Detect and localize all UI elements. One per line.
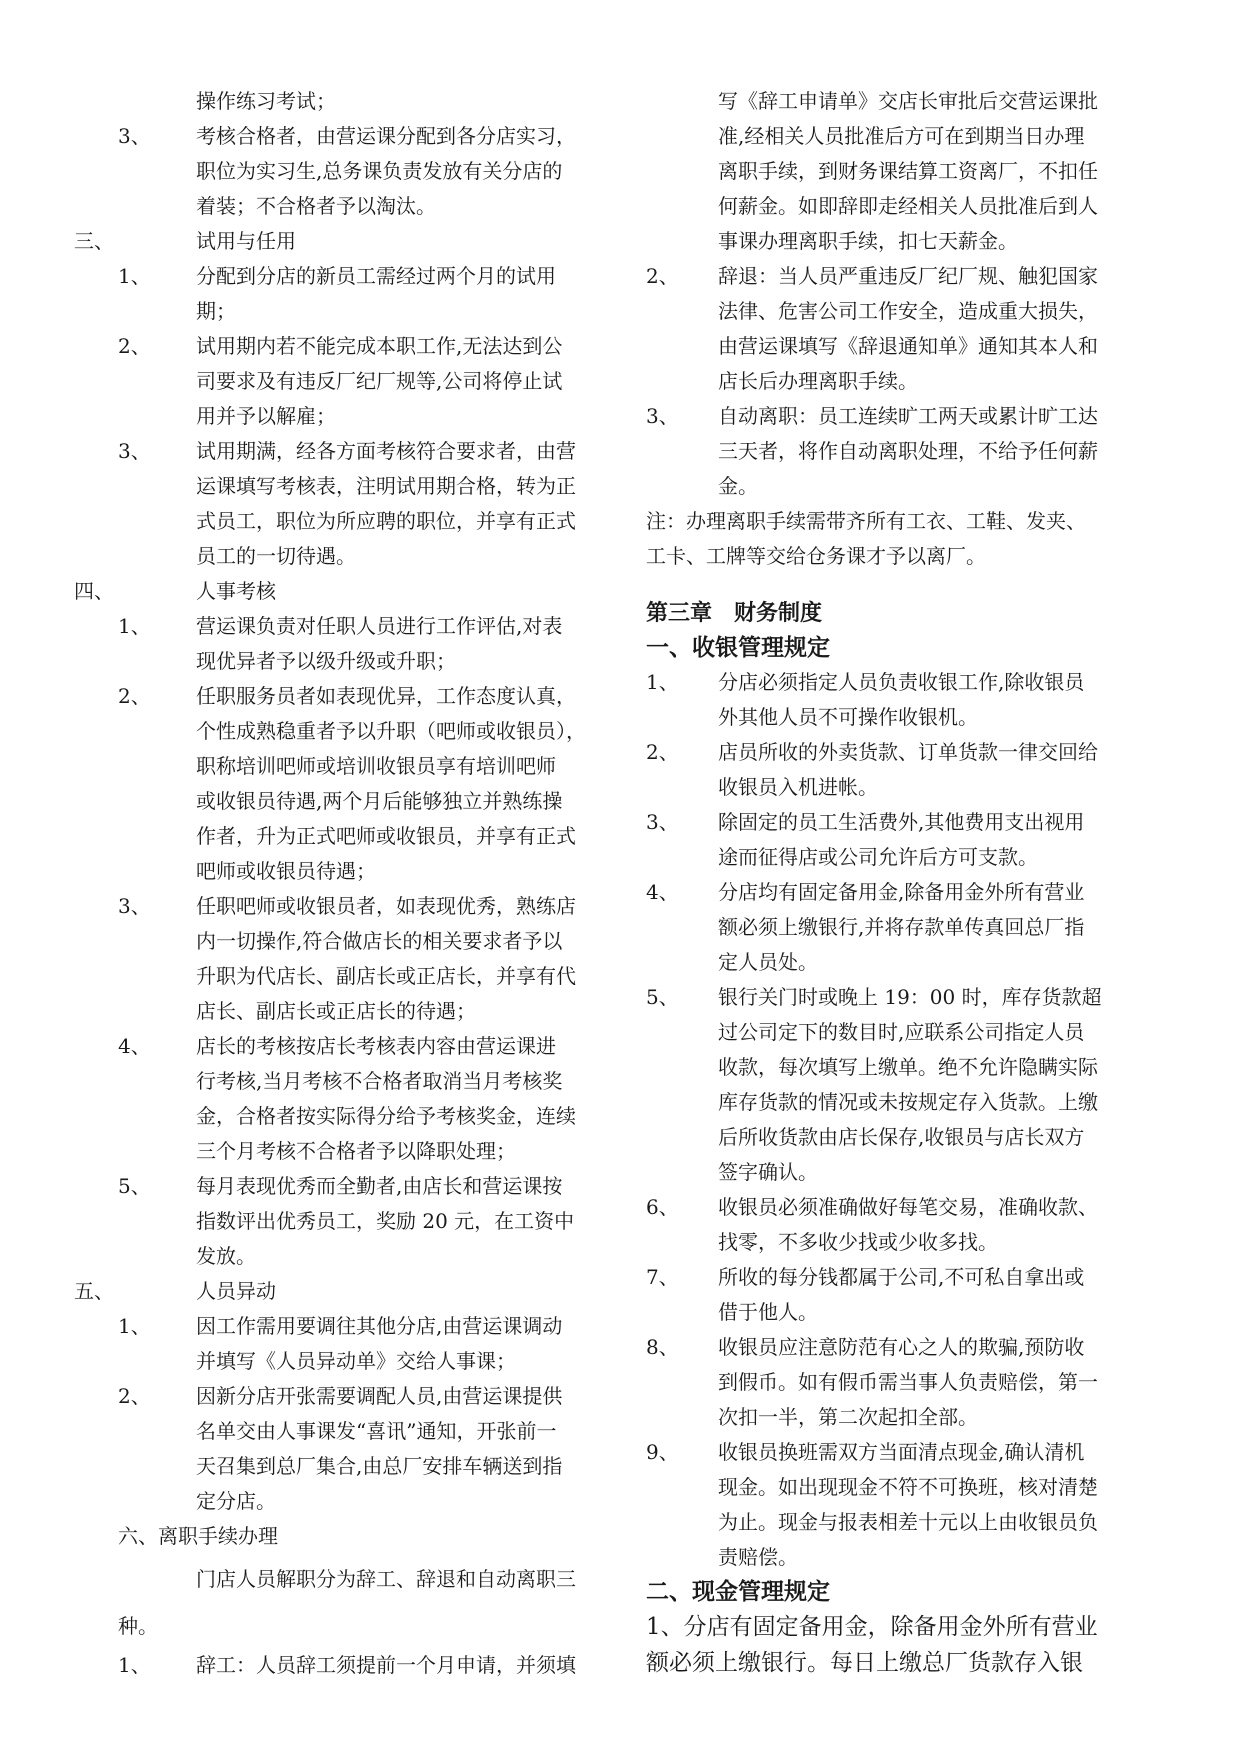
note: 注：办理离职手续需带齐所有工衣、工鞋、发夹、 工卡、工牌等交给仓务课才予以离厂。: [646, 509, 1086, 568]
list-item: 3、 自动离职：员工连续旷工两天或累计旷工达 三天者，将作自动离职处理，不给予任何薪 金。: [646, 404, 1098, 498]
list-item: 1、 辞工：人员辞工须提前一个月申请，并须填: [118, 1653, 576, 1677]
section-heading-5: 五、 人员异动: [74, 1279, 276, 1303]
section-heading-3: 三、 试用与任用: [74, 229, 296, 253]
list-item: 3、 考核合格者，由营运课分配到各分店实习， 职位为实习生,总务课负责发放有关分店的 着装；不合格者予以淘汰。: [66, 119, 606, 224]
list-item: 1、 分配到分店的新员工需经过两个月的试用 期；: [118, 264, 556, 323]
list-item: 5、 每月表现优秀而全勤者,由店长和营运课按 指数评出优秀员工，奖励 20 元，在工资中 发放。: [118, 1174, 575, 1268]
list-item: 4、 店长的考核按店长考核表内容由营运课进 行考核,当月考核不合格者取消当月考核奖 金，合格者按实际得分给予考核奖金，连续 三个月考核不合格者予以降职处理；: [118, 1034, 576, 1163]
list-item: 3、 任职吧师或收银员者，如表现优秀，熟练店 内一切操作,符合做店长的相关要求者予以 升职为代店长、副店长或正店长，并享有代 店长、副店长或正店长的待遇；: [118, 894, 576, 1023]
list-item: 2、 因新分店开张需要调配人员,由营运课提供 名单交由人事课发“喜讯”通知，开张前一 天召集到总厂集合,由总厂安排车辆送到指 定分店。: [118, 1384, 563, 1513]
list-item: 7、 所收的每分钱都属于公司,不可私自拿出或 借于他人。: [646, 1265, 1085, 1324]
item-number: 3、: [118, 124, 151, 148]
continued-text: 操作练习考试；: [196, 89, 336, 113]
paragraph: 1、分店有固定备用金，除备用金外所有营业 额必须上缴银行。每日上缴总厂货款存入银: [646, 1614, 1098, 1676]
list-item: 1、 因工作需用要调往其他分店,由营运课调动 并填写《人员异动单》交给人事课；: [118, 1314, 563, 1373]
continued-text: 写《辞工申请单》交店长审批后交营运课批 准,经相关人员批准后方可在到期当日办理 离职手续，到财务课结算工资离厂，不扣任 何薪金。如即辞即走经相关人员批准后到人 事课办理离职手续，扣七天薪金。: [718, 89, 1098, 253]
list-item: 3、 试用期满，经各方面考核符合要求者，由营 运课填写考核表，注明试用期合格，转为正 式员工，职位为所应聘的职位，并享有正式 员工的一切待遇。: [118, 439, 576, 568]
right-column: [646, 84, 1186, 1681]
list-item: 8、 收银员应注意防范有心之人的欺骗,预防收 到假币。如有假币需当事人负责赔偿，第一 次扣一半，第二次起扣全部。: [646, 1335, 1098, 1429]
section-heading-cashier: 一、收银管理规定: [646, 634, 830, 661]
list-item: 1、 分店必须指定人员负责收银工作,除收银员 外其他人员不可操作收银机。: [646, 670, 1085, 729]
left-column: [66, 84, 606, 1683]
list-item: 6、 收银员必须准确做好每笔交易，准确收款、 找零，不多收少找或少收多找。: [646, 1195, 1098, 1254]
list-item: 2、 辞退：当人员严重违反厂纪厂规、触犯国家 法律、危害公司工作安全，造成重大损失， 由营运课填写《辞退通知单》通知其本人和 店长后办理离职手续。: [646, 264, 1098, 393]
paragraph-continued: 种。: [118, 1614, 158, 1638]
list-item: 3、 除固定的员工生活费外,其他费用支出视用 途而征得店或公司允许后方可支款。: [646, 810, 1085, 869]
section-heading-cash: 二、现金管理规定: [646, 1578, 830, 1605]
chapter-title: 第三章 财务制度: [646, 600, 823, 626]
list-item: 2、 任职服务员者如表现优异，工作态度认真， 个性成熟稳重者予以升职（吧师或收银员）， 职称培训吧师或培训收银员享有培训吧师 或收银员待遇,两个月后能够独立并熟练操 作者，升为正式吧师或收银员，并享有正式 吧师或收银员待遇；: [118, 684, 586, 883]
list-item: 2、 试用期内若不能完成本职工作,无法达到公 司要求及有违反厂纪厂规等,公司将停止试 用并予以解雇；: [118, 334, 563, 428]
list-item: 4、 分店均有固定备用金,除备用金外所有营业 额必须上缴银行,并将存款单传真回总厂指 定人员处。: [646, 880, 1085, 974]
list-item: 1、 营运课负责对任职人员进行工作评估,对表 现优异者予以级升级或升职；: [118, 614, 563, 673]
paragraph: 门店人员解职分为辞工、辞退和自动离职三: [196, 1567, 576, 1591]
list-item: 5、 银行关门时或晚上 19：00 时，库存货款超 过公司定下的数目时,应联系公司指定人员 收款，每次填写上缴单。绝不允许隐瞒实际 库存货款的情况或未按规定存入货款。上缴 后所收货款由店长保存,收银员与店长双方 签字确认。: [646, 985, 1102, 1184]
list-item: 9、 收银员换班需双方当面清点现金,确认清机 现金。如出现现金不符不可换班，核对清楚 为止。现金与报表相差十元以上由收银员负 责赔偿。: [646, 1440, 1098, 1569]
section-heading-6: 六、离职手续办理: [118, 1524, 278, 1548]
section-heading-4: 四、 人事考核: [74, 579, 276, 603]
list-item: 2、 店员所收的外卖货款、订单货款一律交回给 收银员入机进帐。: [646, 740, 1098, 799]
